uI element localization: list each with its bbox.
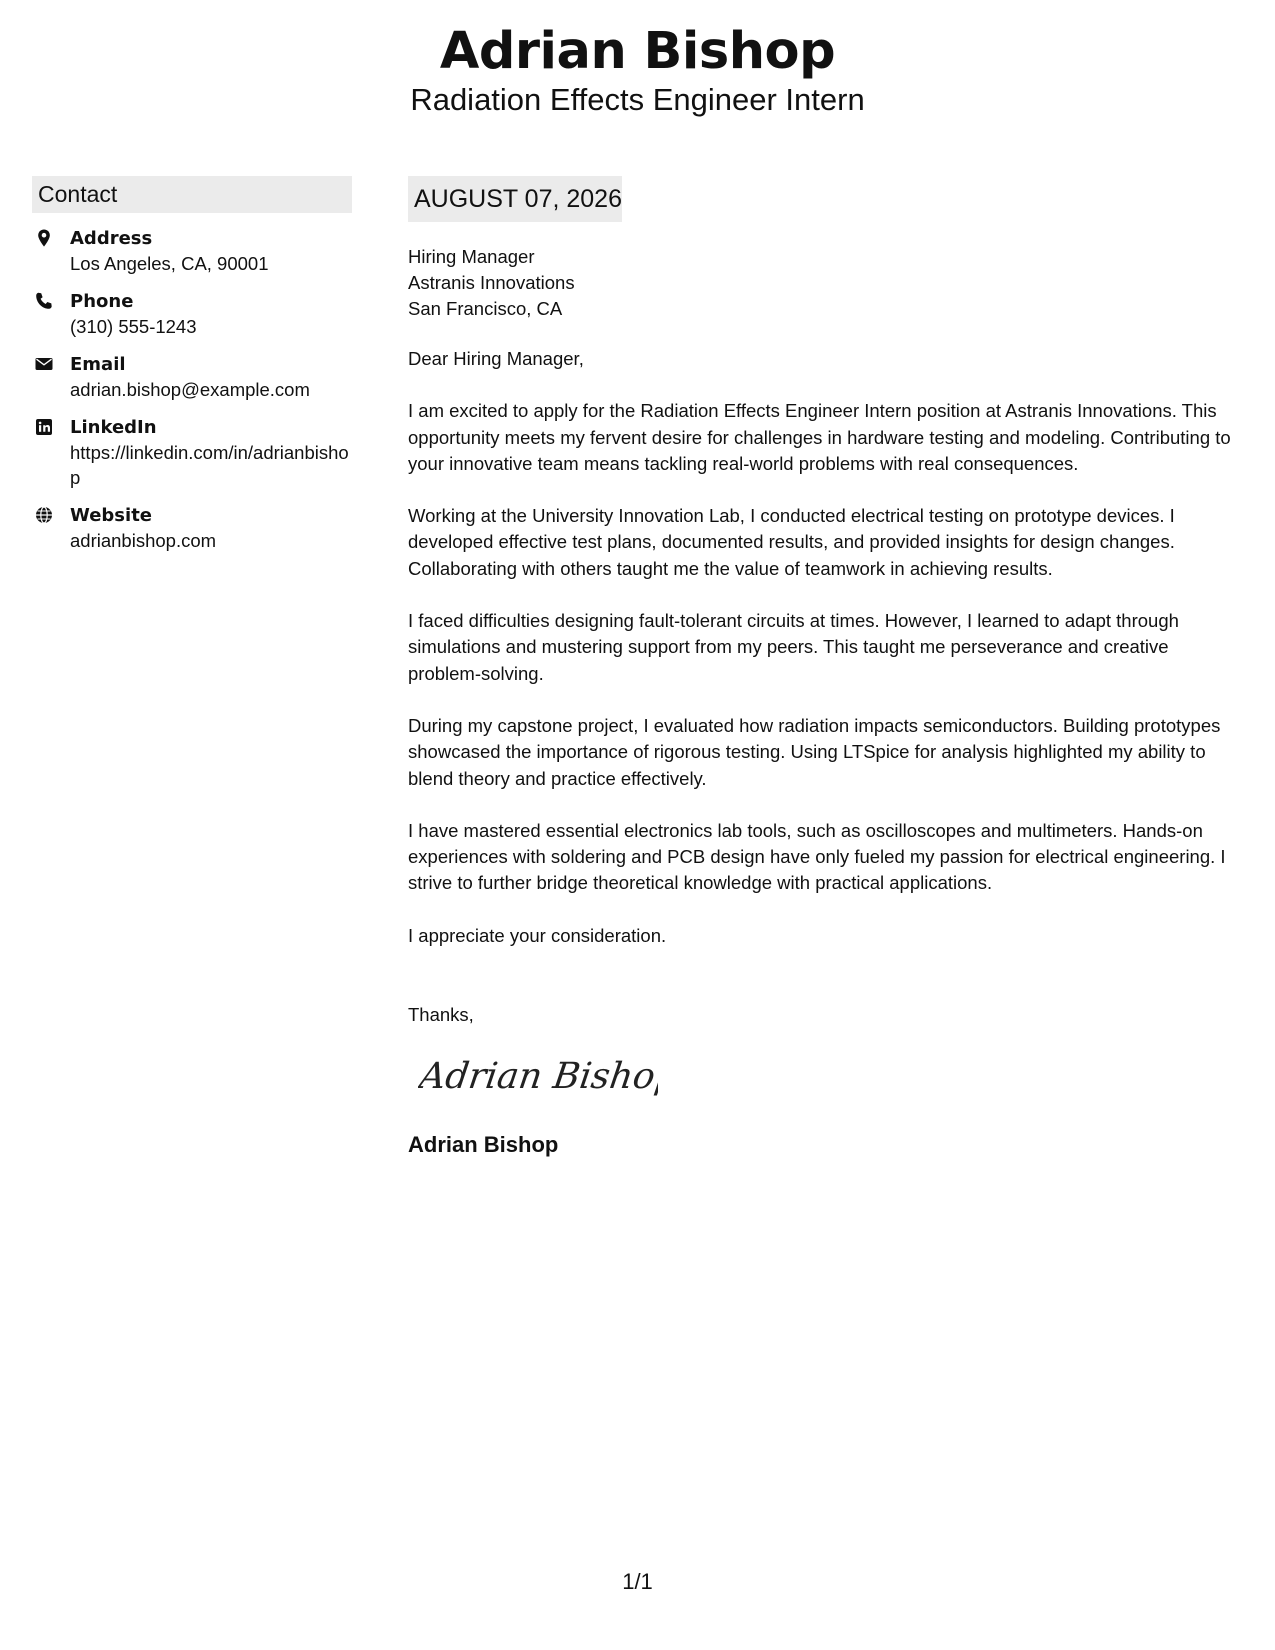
phone-icon	[34, 291, 54, 311]
website-value[interactable]: adrianbishop.com	[70, 530, 217, 551]
body-paragraph: During my capstone project, I evaluated how radiation impacts semiconductors. Building prototypes showcased the importance of rigorous testing. Using LTSpice for analysis highlighted my ability to blend theory and practice effectively.	[408, 714, 1221, 789]
handwritten-signature	[418, 1046, 658, 1106]
letter-body	[408, 176, 1243, 1159]
letter-date: AUGUST 07, 2026	[408, 176, 622, 222]
email-value: adrian.bishop@example.com	[70, 379, 310, 400]
body-paragraph: I appreciate your consideration.	[408, 924, 667, 946]
recipient-block	[408, 244, 1243, 322]
contact-linkedin	[32, 415, 352, 490]
body-paragraph: I faced difficulties designing fault-tolerant circuits at times. However, I learned to adapt through simulations and mustering support from my peers. This taught me perseverance and creative problem-solving.	[408, 610, 1179, 684]
recipient-line: San Francisco, CA	[408, 298, 563, 319]
body-paragraph: Working at the University Innovation Lab, I conducted electrical testing on prototype devices. I developed effective test plans, documented results, and provided insights for design changes. Collaborating with others taught me the value of teamwork in achieving results.	[408, 505, 1175, 579]
email-label: Email	[70, 354, 126, 375]
contact-email	[32, 352, 352, 402]
linkedin-label: LinkedIn	[70, 417, 157, 438]
closing: Thanks,	[408, 1004, 474, 1026]
phone-value: (310) 555-1243	[70, 316, 197, 337]
contact-heading: Contact	[32, 176, 352, 213]
phone-label: Phone	[70, 291, 134, 312]
signature-text: Adrian Bishop	[418, 1054, 658, 1098]
salutation: Dear Hiring Manager,	[408, 348, 584, 369]
contact-phone	[32, 289, 352, 339]
page-indicator: 1/1	[622, 1569, 653, 1594]
map-pin-icon	[34, 228, 54, 248]
linkedin-value[interactable]: https://linkedin.com/in/adrianbishop	[70, 442, 349, 488]
address-label: Address	[70, 228, 153, 249]
applicant-title: Radiation Effects Engineer Intern	[410, 82, 865, 117]
address-value: Los Angeles, CA, 90001	[70, 253, 269, 274]
website-label: Website	[70, 505, 153, 526]
signer-name: Adrian Bishop	[408, 1132, 559, 1158]
contact-website	[32, 503, 352, 553]
envelope-icon	[34, 354, 54, 374]
body-paragraph: I am excited to apply for the Radiation Effects Engineer Intern position at Astranis Innovations. This opportunity meets my fervent desire for challenges in hardware testing and modeling. Contributing to your innovative team means tackling real-world problems with real consequences.	[408, 400, 1231, 474]
applicant-name: Adrian Bishop	[439, 22, 836, 81]
contact-sidebar	[32, 176, 352, 553]
body-paragraph: I have mastered essential electronics lab tools, such as oscilloscopes and multimeters. Hands-on experiences with soldering and PCB design have only fueled my passion for electrical engineering. I strive to further bridge theoretical knowledge with practical applications.	[408, 819, 1226, 894]
linkedin-icon	[34, 417, 54, 437]
recipient-line: Astranis Innovations	[408, 272, 575, 293]
contact-address	[32, 226, 352, 276]
globe-icon	[34, 505, 54, 525]
recipient-line: Hiring Manager	[408, 246, 535, 267]
